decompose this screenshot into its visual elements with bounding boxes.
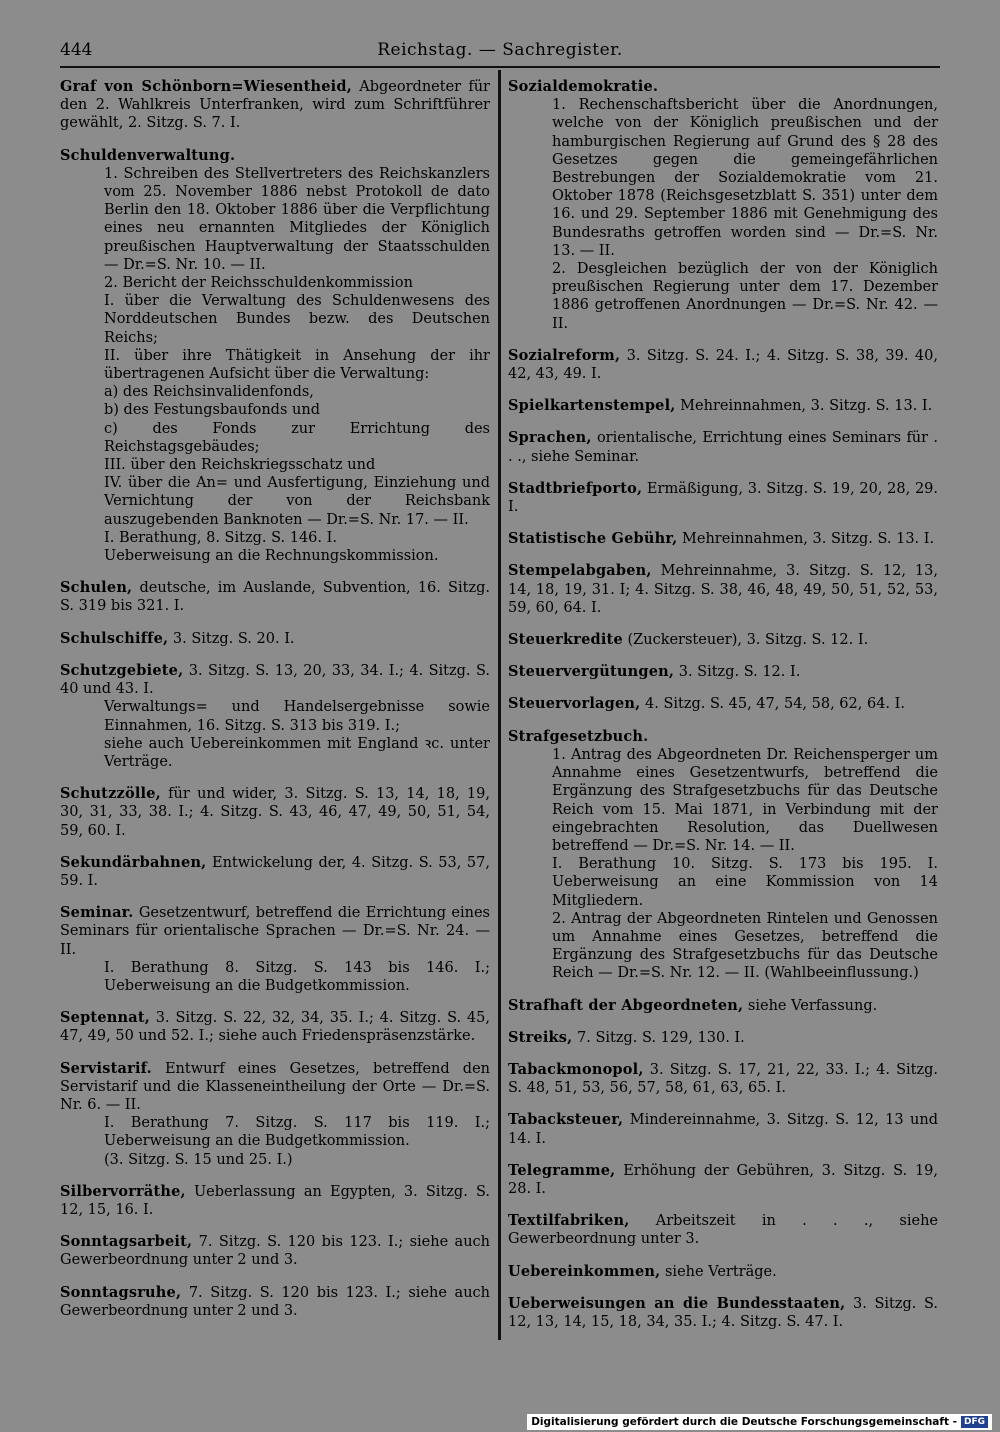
entry-text: 3. Sitzg. S. 12, 13, 14, 15, 18, 34, 35. I.; 4. Sitzg. S. 47. I. [508, 1295, 938, 1330]
entry-text: Mehreinnahmen, 3. Sitzg. S. 13. I. [677, 531, 935, 548]
index-entry [60, 630, 490, 648]
entry-heading: Telegramme, [508, 1161, 616, 1179]
entry-heading: Uebereinkommen, [508, 1262, 661, 1280]
index-entry [508, 530, 938, 548]
entry-heading: Sozialdemokratie. [508, 78, 659, 95]
left-column [60, 78, 490, 1334]
index-entry [508, 562, 938, 617]
entry-text: 3. Sitzg. S. 20. I. [168, 630, 295, 647]
entry-text: 3. Sitzg. S. 13, 20, 33, 34. I.; 4. Sitzg. S. 40 und 43. I. [60, 662, 490, 698]
entry-heading: Strafhaft der Abgeordneten, [508, 996, 744, 1014]
entry-heading: Strafgesetzbuch. [508, 727, 649, 745]
entry-heading: Sonntagsarbeit, [60, 1233, 193, 1251]
index-entry [508, 78, 938, 333]
index-entry [60, 78, 490, 133]
entry-text: deutsche, im Auslande, Subvention, 16. Sitzg. S. 319 bis 321. I. [60, 580, 490, 615]
column-divider [498, 70, 501, 1340]
entry-heading: Stadtbriefporto, [508, 479, 643, 497]
entry-subitem: III. über den Reichskriegsschatz und [104, 457, 376, 474]
entry-text: 3. Sitzg. S. 17, 21, 22, 33. I.; 4. Sitzg. S. 48, 51, 53, 56, 57, 58, 61, 63, 65. I. [508, 1061, 938, 1097]
entry-subitem: 2. Bericht der Reichsschuldenkommission [104, 275, 413, 292]
index-entry [60, 662, 490, 771]
entry-heading: Schutzzölle, [60, 785, 161, 803]
index-entry [60, 904, 490, 995]
entry-text: Mindereinnahme, 3. Sitzg. S. 12, 13 und 14. I. [508, 1112, 938, 1147]
entry-subitem: IV. über die An= und Ausfertigung, Einziehung und Vernichtung der von der Reichsbank auszugebenden Banknoten — Dr.=S. Nr. 17. — II. [104, 475, 490, 528]
entry-subitem: I. Berathung 7. Sitzg. S. 117 bis 119. I.; Ueberweisung an die Budgetkommission. [104, 1115, 490, 1150]
entry-heading: Silbervorräthe, [60, 1182, 186, 1200]
index-entry [60, 579, 490, 615]
index-entry [60, 1233, 490, 1269]
index-entry [508, 663, 938, 681]
entry-text: orientalische, Errichtung eines Seminars für . . ., siehe Seminar. [508, 430, 938, 465]
entry-text: Erhöhung der Gebühren, 3. Sitzg. S. 19, 28. I. [508, 1162, 938, 1197]
index-entry [508, 347, 938, 383]
entry-subitem: 1. Antrag des Abgeordneten Dr. Reichensperger um Annahme eines Gesetzentwurfs, betreffend die Ergänzung des Strafgesetzbuchs für das Deutsche Reich vom 15. Mai 1871, in Verbindung mit der eingebrachten Resolution, das Duellwesen betreffend — Dr.=S. Nr. 14. — II. [552, 746, 938, 854]
entry-subitem: 2. Desgleichen bezüglich der von der Königlich preußischen Regierung unter dem 17. Dezember 1886 getroffenen Anordnungen — Dr.=S. Nr. 42. — II. [552, 261, 938, 332]
footer-text: Digitalisierung gefördert durch die Deutsche Forschungsgemeinschaft - [531, 1416, 957, 1428]
entry-subitem: I. über die Verwaltung des Schuldenwesens des Norddeutschen Bundes bezw. des Deutschen Reichs; [104, 293, 490, 346]
entry-subitem: I. Berathung 8. Sitzg. S. 143 bis 146. I.; Ueberweisung an die Budgetkommission. [104, 959, 490, 994]
index-entry [60, 1009, 490, 1045]
index-entry [508, 480, 938, 516]
index-entry [508, 1162, 938, 1198]
entry-text: 7. Sitzg. S. 120 bis 123. I.; siehe auch Gewerbeordnung unter 2 und 3. [60, 1284, 490, 1319]
index-entry [508, 695, 938, 713]
index-entry [60, 785, 490, 840]
page-number: 444 [60, 40, 93, 60]
footer-credit [527, 1414, 992, 1430]
entry-heading: Tabacksteuer, [508, 1111, 624, 1129]
entry-subitem: 1. Schreiben des Stellvertreters des Reichskanzlers vom 25. November 1886 nebst Protokoll de dato Berlin den 18. Oktober 1886 über die Verpflichtung eines neu ernannten Mitgliedes der Königlich preußischen Hauptverwaltung der Staatsschulden — Dr.=S. Nr. 10. — II. [104, 165, 490, 273]
entry-subitem: a) des Reichsinvalidenfonds, [104, 384, 314, 401]
entry-heading: Steuerkredite [508, 631, 623, 649]
entry-text: für und wider, 3. Sitzg. S. 13, 14, 18, 19, 30, 31, 33, 38. I.; 4. Sitzg. S. 43, 46, 47, 49, 50, 51, 54, 59, 60. I. [60, 786, 490, 839]
entry-subitem: 2. Antrag der Abgeordneten Rintelen und Genossen um Annahme eines Gesetzes, betreffend die Ergänzung des Strafgesetzbuchs für das Deutsche Reich — Dr.=S. Nr. 12. — II. (Wahlbeeinflussung.) [552, 910, 938, 982]
page-title: Reichstag. — Sachregister. [377, 40, 623, 60]
entry-text: Arbeitszeit in . . ., siehe Gewerbeordnung unter 3. [508, 1213, 938, 1248]
entry-text: Mehreinnahme, 3. Sitzg. S. 12, 13, 14, 18, 19, 31. I; 4. Sitzg. S. 38, 46, 48, 49, 50, 51, 52, 53, 59, 60, 64. I. [508, 563, 938, 616]
entry-heading: Steuervergütungen, [508, 663, 675, 681]
entry-heading: Steuervorlagen, [508, 695, 641, 713]
entry-subitem: 1. Rechenschaftsbericht über die Anordnungen, welche von der Königlich preußischen und der hamburgischen Regierung auf Grund des § 28 des Gesetzes gegen die gemeingefährlichen Bestrebungen der Sozialdemokratie vom 21. Oktober 1878 (Reichsgesetzblatt S. 351) unter dem 16. und 29. September 1886 mit Genehmigung des Bundesraths getroffen worden sind — Dr.=S. Nr. 13. — II. [552, 97, 938, 259]
entry-heading: Spielkartenstempel, [508, 397, 676, 415]
index-entry [508, 1111, 938, 1147]
entry-subitem: II. über ihre Thätigkeit in Ansehung der ihr übertragenen Aufsicht über die Verwaltung: [104, 347, 490, 383]
header-rule [60, 66, 940, 68]
entry-heading: Septennat, [60, 1009, 150, 1027]
index-entry [508, 1212, 938, 1248]
entry-heading: Sekundärbahnen, [60, 853, 207, 871]
entry-heading: Streiks, [508, 1028, 573, 1046]
entry-subitem: b) des Festungsbaufonds und [104, 402, 320, 419]
entry-subitem: Verwaltungs= und Handelsergebnisse sowie Einnahmen, 16. Sitzg. S. 313 bis 319. I.; [104, 699, 490, 734]
entry-subitem: I. Berathung, 8. Sitzg. S. 146. I. [104, 529, 337, 546]
entry-subitem: (3. Sitzg. S. 15 und 25. I.) [104, 1151, 293, 1168]
entry-text: 7. Sitzg. S. 120 bis 123. I.; siehe auch Gewerbeordnung unter 2 und 3. [60, 1234, 490, 1269]
entry-heading: Sonntagsruhe, [60, 1283, 182, 1301]
entry-heading: Sprachen, [508, 429, 592, 447]
entry-text: 3. Sitzg. S. 22, 32, 34, 35. I.; 4. Sitzg. S. 45, 47, 49, 50 und 52. I.; siehe auch Friedenspräsenzstärke. [60, 1010, 490, 1045]
entry-text: Ermäßigung, 3. Sitzg. S. 19, 20, 28, 29. I. [508, 480, 938, 516]
entry-text: Entwickelung der, 4. Sitzg. S. 53, 57, 59. I. [60, 854, 490, 889]
entry-heading: Sozialreform, [508, 346, 621, 364]
entry-text: Mehreinnahmen, 3. Sitzg. S. 13. I. [675, 398, 933, 415]
entry-text: 3. Sitzg. S. 24. I.; 4. Sitzg. S. 38, 39. 40, 42, 43, 49. I. [508, 347, 938, 383]
entry-text: siehe Verträge. [660, 1263, 777, 1280]
index-entry [60, 147, 490, 566]
entry-subitem: siehe auch Uebereinkommen mit England ꝛc. unter Verträge. [104, 735, 490, 770]
entry-heading: Stempelabgaben, [508, 562, 652, 580]
right-column [508, 78, 938, 1345]
entry-text: (Zuckersteuer), 3. Sitzg. S. 12. I. [622, 632, 869, 649]
index-entry [60, 1284, 490, 1320]
entry-heading: Tabackmonopol, [508, 1060, 644, 1078]
entry-heading: Servistarif. [60, 1059, 152, 1077]
index-entry [508, 1295, 938, 1331]
entry-text: 7. Sitzg. S. 129, 130. I. [572, 1029, 745, 1046]
entry-text: Entwurf eines Gesetzes, betreffend den Servistarif und die Klasseneintheilung der Orte — Dr.=S. Nr. 6. — II. [60, 1060, 490, 1113]
index-entry [60, 1060, 490, 1169]
entry-subitem: Ueberweisung an die Rechnungskommission. [104, 548, 439, 565]
entry-heading: Schuldenverwaltung. [60, 146, 236, 164]
entry-heading: Seminar. [60, 904, 134, 922]
index-entry [508, 1263, 938, 1281]
entry-heading: Ueberweisungen an die Bundesstaaten, [508, 1294, 846, 1312]
entry-text: siehe Verfassung. [743, 997, 878, 1014]
entry-text: 4. Sitzg. S. 45, 47, 54, 58, 62, 64. I. [640, 696, 905, 713]
entry-heading: Graf von Schönborn=Wiesentheid, [60, 78, 352, 95]
entry-heading: Schutzgebiete, [60, 661, 184, 679]
entry-heading: Textilfabriken, [508, 1212, 630, 1230]
entry-heading: Schulen, [60, 579, 133, 597]
entry-subitem: I. Berathung 10. Sitzg. S. 173 bis 195. I. Ueberweisung an eine Kommission von 14 Mitgliedern. [552, 856, 938, 909]
entry-text: Gesetzentwurf, betreffend die Errichtung eines Seminars für orientalische Sprachen — Dr.=S. Nr. 24. — II. [60, 905, 490, 958]
index-entry [508, 728, 938, 983]
index-entry [508, 997, 938, 1015]
dfg-logo: DFG [961, 1416, 988, 1428]
entry-heading: Schulschiffe, [60, 629, 169, 647]
index-entry [508, 1061, 938, 1097]
index-entry [60, 1183, 490, 1219]
entry-text: 3. Sitzg. S. 12. I. [674, 664, 801, 681]
index-entry [60, 854, 490, 890]
entry-subitem: c) des Fonds zur Errichtung des Reichstagsgebäudes; [104, 420, 490, 455]
index-entry [508, 429, 938, 465]
entry-text: Ueberlassung an Egypten, 3. Sitzg. S. 12, 15, 16. I. [60, 1183, 490, 1218]
entry-heading: Statistische Gebühr, [508, 530, 678, 548]
index-entry [508, 1029, 938, 1047]
index-entry [508, 631, 938, 649]
entry-text: Abgeordneter für den 2. Wahlkreis Unterfranken, wird zum Schriftführer gewählt, 2. Sitzg. S. 7. I. [60, 79, 490, 132]
index-entry [508, 397, 938, 415]
